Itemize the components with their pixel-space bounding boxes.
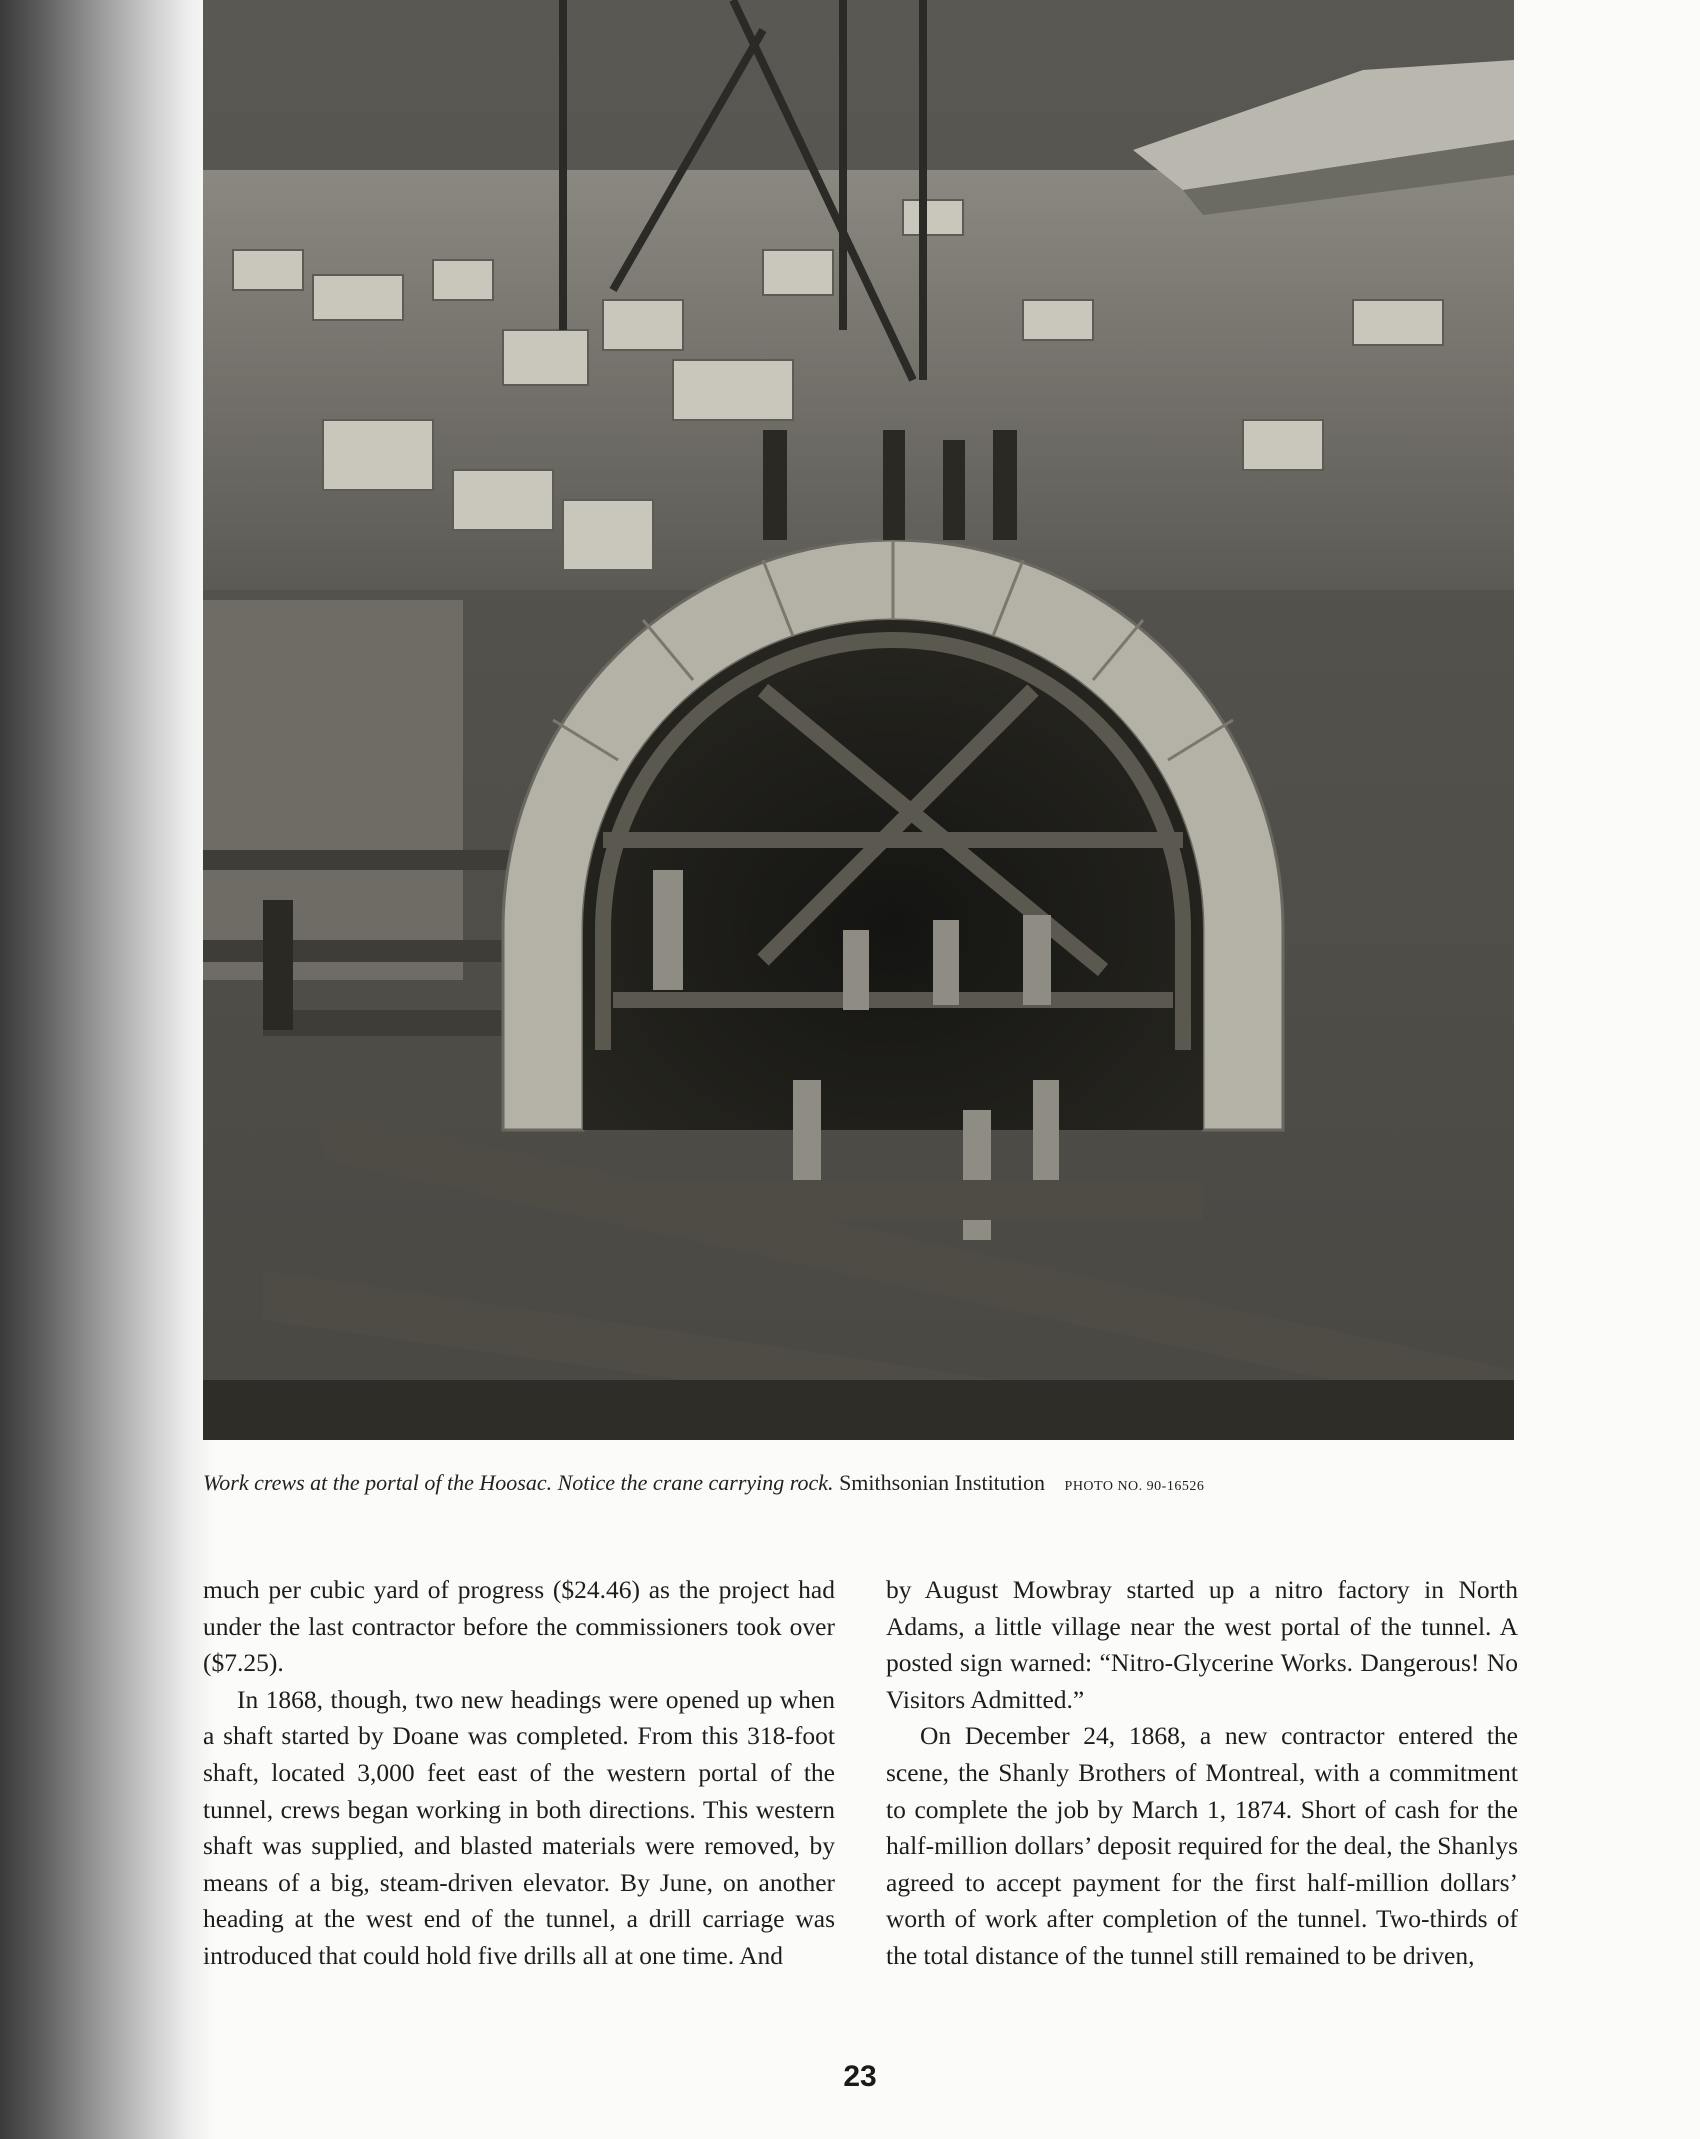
page-number: 23 (843, 2060, 877, 2093)
right-text-column (886, 1572, 1518, 1975)
right-paragraph-2: On December 24, 1868, a new contractor entered the scene, the Shanly Brothers of Montreal, with a commitment to complete the job by March 1, 1874. Short of cash for the half-million dollars’ deposit required for the deal, the Shanlys agreed to accept payment for the first half-million dollars’ worth of work after completion of the tunnel. Two-thirds of the total distance of the tunnel still remained to be driven, (886, 1721, 1518, 1970)
left-paragraph-1: much per cubic yard of progress ($24.46) as the project had under the last contractor before the commissioners took over ($7.25). (203, 1575, 835, 1678)
caption-photo-number: PHOTO NO. 90-16526 (1064, 1479, 1205, 1494)
left-paragraph-2: In 1868, though, two new headings were opened up when a shaft started by Doane was completed. From this 318-foot shaft, located 3,000 feet east of the western portal of the tunnel, crews began working in both directions. This western shaft was supplied, and blasted materials were removed, by means of a big, steam-driven elevator. By June, on another heading at the west end of the tunnel, a drill carriage was introduced that could hold five drills all at one time. And (203, 1684, 835, 1970)
caption-credit: Smithsonian Institution (839, 1470, 1046, 1495)
photo-caption (203, 1470, 1514, 1496)
photo-illustration (203, 0, 1514, 1440)
right-paragraph-1: by August Mowbray started up a nitro factory in North Adams, a little village near the west portal of the tunnel. A posted sign warned: “Nitro-Glycerine Works. Dangerous! No Visitors Admitted.” (886, 1575, 1518, 1714)
left-text-column (203, 1572, 835, 1975)
binding-shadow (0, 0, 215, 2139)
tunnel-portal-photo (203, 0, 1514, 1440)
caption-text: Work crews at the portal of the Hoosac. Notice the crane carrying rock. (203, 1470, 834, 1495)
